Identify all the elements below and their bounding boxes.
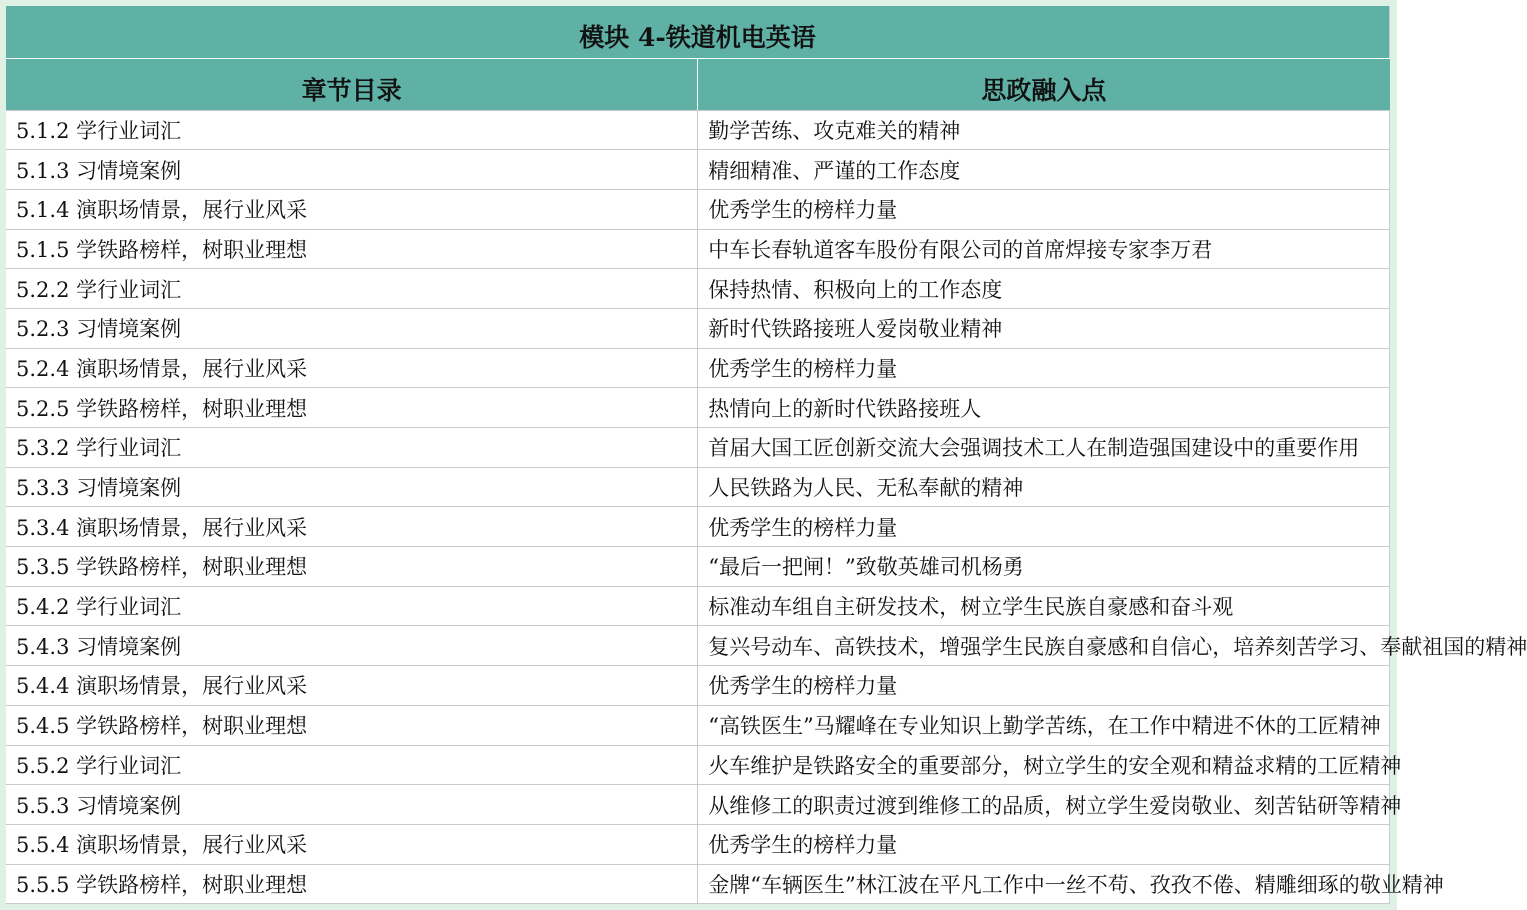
chapter-cell[interactable]: 5.3.4 演职场情景，展行业风采 <box>6 507 698 547</box>
chapter-cell[interactable]: 5.1.3 习情境案例 <box>6 150 698 190</box>
chapter-cell[interactable]: 5.2.3 习情境案例 <box>6 308 698 348</box>
point-cell[interactable]: 火车维护是铁路安全的重要部分，树立学生的安全观和精益求精的工匠精神 <box>698 745 1390 785</box>
table-row <box>6 348 1390 388</box>
chapter-cell[interactable]: 5.3.2 学行业词汇 <box>6 428 698 468</box>
table-row <box>6 308 1390 348</box>
table-row <box>6 705 1390 745</box>
table-row <box>6 745 1390 785</box>
point-cell[interactable]: “高铁医生”马耀峰在专业知识上勤学苦练，在工作中精进不休的工匠精神 <box>698 705 1390 745</box>
table-body <box>6 110 1527 904</box>
chapter-cell[interactable]: 5.1.5 学铁路榜样，树职业理想 <box>6 229 698 269</box>
point-cell[interactable]: 金牌“车辆医生”林江波在平凡工作中一丝不苟、孜孜不倦、精雕细琢的敬业精神 <box>698 864 1390 904</box>
point-cell[interactable]: 保持热情、积极向上的工作态度 <box>698 269 1390 309</box>
table-row <box>6 824 1390 864</box>
table-row <box>6 269 1390 309</box>
table-title[interactable]: 模块 4-铁道机电英语 <box>6 6 1390 58</box>
chapter-cell[interactable]: 5.1.2 学行业词汇 <box>6 110 698 150</box>
chapter-cell[interactable]: 5.4.4 演职场情景，展行业风采 <box>6 666 698 706</box>
table-row <box>6 547 1390 587</box>
table-row <box>6 467 1390 507</box>
sheet-frame-bottom <box>0 904 1397 910</box>
table-row <box>6 864 1390 904</box>
chapter-cell[interactable]: 5.2.5 学铁路榜样，树职业理想 <box>6 388 698 428</box>
table-row <box>6 150 1390 190</box>
point-cell[interactable]: 复兴号动车、高铁技术，增强学生民族自豪感和自信心，培养刻苦学习、奉献祖国的精神 <box>698 626 1390 666</box>
point-cell[interactable]: 中车长春轨道客车股份有限公司的首席焊接专家李万君 <box>698 229 1390 269</box>
curriculum-table <box>6 6 1527 904</box>
point-cell[interactable]: 新时代铁路接班人爱岗敬业精神 <box>698 308 1390 348</box>
point-cell[interactable]: 优秀学生的榜样力量 <box>698 348 1390 388</box>
point-cell[interactable]: 优秀学生的榜样力量 <box>698 189 1390 229</box>
point-cell[interactable]: 热情向上的新时代铁路接班人 <box>698 388 1390 428</box>
table-row <box>6 110 1390 150</box>
point-cell[interactable]: 优秀学生的榜样力量 <box>698 507 1390 547</box>
chapter-cell[interactable]: 5.3.5 学铁路榜样，树职业理想 <box>6 547 698 587</box>
point-cell[interactable]: 从维修工的职责过渡到维修工的品质，树立学生爱岗敬业、刻苦钻研等精神 <box>698 785 1390 825</box>
chapter-cell[interactable]: 5.2.2 学行业词汇 <box>6 269 698 309</box>
chapter-cell[interactable]: 5.4.5 学铁路榜样，树职业理想 <box>6 705 698 745</box>
chapter-cell[interactable]: 5.3.3 习情境案例 <box>6 467 698 507</box>
table-row <box>6 626 1390 666</box>
point-cell[interactable]: 人民铁路为人民、无私奉献的精神 <box>698 467 1390 507</box>
title-row <box>6 6 1390 58</box>
table-row <box>6 666 1390 706</box>
point-cell[interactable]: “最后一把闸！”致敬英雄司机杨勇 <box>698 547 1390 587</box>
point-cell[interactable]: 优秀学生的榜样力量 <box>698 824 1390 864</box>
chapter-cell[interactable]: 5.2.4 演职场情景，展行业风采 <box>6 348 698 388</box>
point-cell[interactable]: 优秀学生的榜样力量 <box>698 666 1390 706</box>
table-row <box>6 388 1390 428</box>
point-cell[interactable]: 勤学苦练、攻克难关的精神 <box>698 110 1390 150</box>
table-row <box>6 189 1390 229</box>
header-row <box>6 58 1390 110</box>
chapter-cell[interactable]: 5.5.5 学铁路榜样，树职业理想 <box>6 864 698 904</box>
table-row <box>6 428 1390 468</box>
point-cell[interactable]: 精细精准、严谨的工作态度 <box>698 150 1390 190</box>
point-cell[interactable]: 首届大国工匠创新交流大会强调技术工人在制造强国建设中的重要作用 <box>698 428 1390 468</box>
chapter-cell[interactable]: 5.4.3 习情境案例 <box>6 626 698 666</box>
table-row <box>6 586 1390 626</box>
chapter-cell[interactable]: 5.5.2 学行业词汇 <box>6 745 698 785</box>
chapter-cell[interactable]: 5.1.4 演职场情景，展行业风采 <box>6 189 698 229</box>
point-cell[interactable]: 标准动车组自主研发技术，树立学生民族自豪感和奋斗观 <box>698 586 1390 626</box>
table-row <box>6 507 1390 547</box>
header-point[interactable]: 思政融入点 <box>698 58 1390 110</box>
table-row <box>6 785 1390 825</box>
chapter-cell[interactable]: 5.5.3 习情境案例 <box>6 785 698 825</box>
header-chapter[interactable]: 章节目录 <box>6 58 698 110</box>
table-row <box>6 229 1390 269</box>
chapter-cell[interactable]: 5.4.2 学行业词汇 <box>6 586 698 626</box>
chapter-cell[interactable]: 5.5.4 演职场情景，展行业风采 <box>6 824 698 864</box>
